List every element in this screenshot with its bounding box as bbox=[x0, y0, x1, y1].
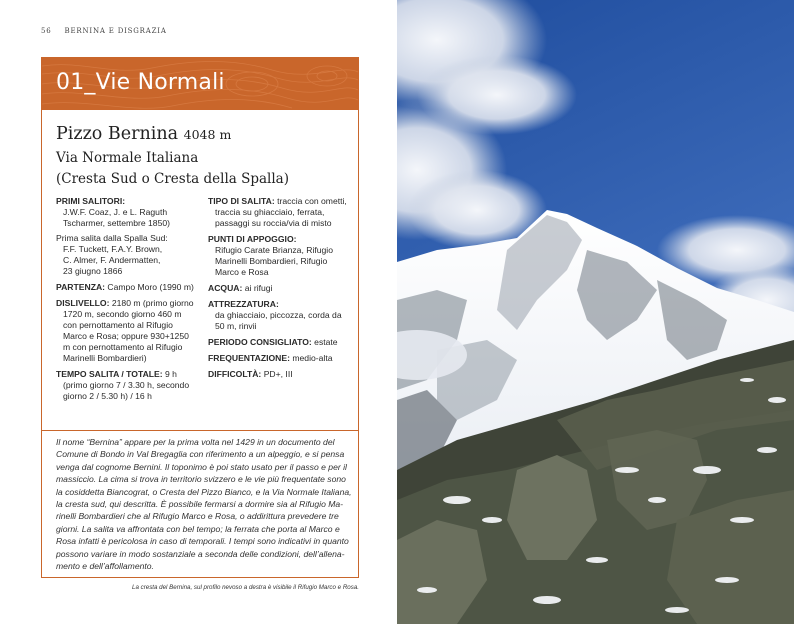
section-banner bbox=[42, 58, 358, 110]
section-title-text: 01_Vie Normali bbox=[56, 70, 225, 95]
info-value: con pernottamento al Rifugio bbox=[63, 320, 173, 330]
info-value: Tscharmer, settembre 1850) bbox=[63, 218, 170, 228]
info-value: traccia con ometti, bbox=[277, 196, 347, 206]
info-value: C. Almer, F. Andermatten, bbox=[63, 255, 161, 265]
info-column-left bbox=[56, 196, 206, 407]
info-value: (primo giorno 7 / 3.30 h, secondo bbox=[63, 380, 190, 390]
description-line: mento e dell’affollamento. bbox=[56, 561, 154, 572]
info-value: passaggi su roccia/via di misto bbox=[215, 218, 332, 228]
info-label: FREQUENTAZIONE: bbox=[208, 353, 290, 363]
description-line: Comune di Bondo in Val Bregaglia con riferimento a un alpeggio, e si pensa bbox=[56, 449, 345, 460]
info-value: Marinelli Bombardieri, Rifugio bbox=[215, 256, 328, 266]
info-value: PD+, III bbox=[263, 369, 293, 379]
info-label: PARTENZA: bbox=[56, 282, 106, 292]
info-value: estate bbox=[314, 337, 338, 347]
info-acqua bbox=[208, 283, 352, 294]
route-line-2: (Cresta Sud o Cresta della Spalla) bbox=[56, 171, 289, 187]
info-label: PERIODO CONSIGLIATO: bbox=[208, 337, 312, 347]
info-label: DIFFICOLTÀ: bbox=[208, 369, 262, 379]
description-line: massiccio. La cima si trova in territorio svizzero e le vie più frequentate sono bbox=[56, 474, 346, 485]
info-value: 9 h bbox=[165, 369, 177, 379]
description-line: la cosiddetta Biancograt, o Cresta del Pizzo Bianco, e la Via Normale Italiana, bbox=[56, 486, 352, 497]
info-label: PUNTI DI APPOGGIO: bbox=[208, 234, 297, 244]
info-periodo bbox=[208, 337, 352, 348]
description-line: la cresta sud, qui descritta. È possibile fermarsi a dormire sia al Rifugio Ma- bbox=[56, 499, 344, 510]
peak-name: Pizzo Bernina bbox=[56, 124, 179, 144]
info-primi-salitori bbox=[56, 196, 206, 229]
info-value: Marinelli Bombardieri) bbox=[63, 353, 147, 363]
info-punti-appoggio bbox=[208, 234, 352, 278]
info-value: 50 m, rinvii bbox=[215, 321, 257, 331]
info-tipo-salita bbox=[208, 196, 352, 229]
description-line: venga dal cognome Bernini. Il toponimo è poi stato usato per il passo e per il bbox=[56, 461, 347, 472]
info-column-right bbox=[208, 196, 352, 385]
page-number: 56 bbox=[41, 27, 52, 35]
info-value: m con pernottamento al Rifugio bbox=[63, 342, 183, 352]
info-difficolta bbox=[208, 369, 352, 380]
info-value: 1720 m, secondo giorno 460 m bbox=[63, 309, 182, 319]
info-value: Marco e Rosa bbox=[215, 267, 269, 277]
info-frequentazione bbox=[208, 353, 352, 364]
info-label: TEMPO SALITA / TOTALE: bbox=[56, 369, 163, 379]
info-label: ATTREZZATURA: bbox=[208, 299, 279, 309]
info-value: Marco e Rosa; oppure 930+1250 bbox=[63, 331, 189, 341]
info-label: ACQUA: bbox=[208, 283, 243, 293]
info-attrezzatura bbox=[208, 299, 352, 332]
info-value: J.W.F. Coaz, J. e L. Raguth bbox=[63, 207, 168, 217]
info-partenza bbox=[56, 282, 206, 293]
section-title: BERNINA E DISGRAZIA bbox=[64, 27, 167, 35]
description-text bbox=[56, 436, 352, 572]
info-dislivello bbox=[56, 298, 206, 364]
info-value: Rifugio Carate Brianza, Rifugio bbox=[215, 245, 333, 255]
info-prima-salita bbox=[56, 233, 206, 277]
description-line: giorni. La salita va affrontata con bel tempo; la ferrata che porta al Marco e bbox=[56, 523, 340, 534]
mountain-photo bbox=[397, 0, 794, 624]
photo-caption: La cresta del Bernina, sul profilo nevoso a destra è visibile il Rifugio Marco e Rosa. bbox=[132, 584, 359, 591]
info-value: Prima salita dalla Spalla Sud: bbox=[56, 233, 168, 243]
route-box bbox=[41, 57, 359, 578]
description-line: Il nome “Bernina” appare per la prima volta nel 1429 in un documento del bbox=[56, 437, 335, 447]
description-line: Rosa infatti è pericolosa in caso di temporali. I tempi sono indicativi in quanto bbox=[56, 536, 349, 547]
route-name bbox=[56, 148, 289, 190]
info-value: 2180 m (primo giorno bbox=[111, 298, 194, 308]
description-line: possono variare in modo sostanziale a seconda delle condizioni, dell’allena- bbox=[56, 548, 345, 559]
info-tempo bbox=[56, 369, 206, 402]
info-value: traccia su ghiacciaio, ferrata, bbox=[215, 207, 325, 217]
info-value: ai rifugi bbox=[244, 283, 273, 293]
route-line-1: Via Normale Italiana bbox=[56, 150, 199, 166]
description-line: rinelli Bombardieri che al Rifugio Marco e Rosa, o addirittura prevedere tre bbox=[56, 511, 339, 522]
running-head bbox=[41, 27, 167, 35]
info-label: DISLIVELLO: bbox=[56, 298, 110, 308]
divider bbox=[42, 430, 358, 431]
mountain-image bbox=[397, 0, 794, 624]
info-value: medio-alta bbox=[292, 353, 333, 363]
info-value: 23 giugno 1866 bbox=[63, 266, 123, 276]
info-label: PRIMI SALITORI: bbox=[56, 196, 126, 206]
info-value: giorno 2 / 5.30 h) / 16 h bbox=[63, 391, 152, 401]
info-label: TIPO DI SALITA: bbox=[208, 196, 275, 206]
info-value: Campo Moro (1990 m) bbox=[107, 282, 194, 292]
info-value: F.F. Tuckett, F.A.Y. Brown, bbox=[63, 244, 163, 254]
peak-altitude: 4048 m bbox=[183, 127, 232, 142]
info-value: da ghiacciaio, piccozza, corda da bbox=[215, 310, 342, 320]
peak-heading bbox=[56, 124, 231, 144]
